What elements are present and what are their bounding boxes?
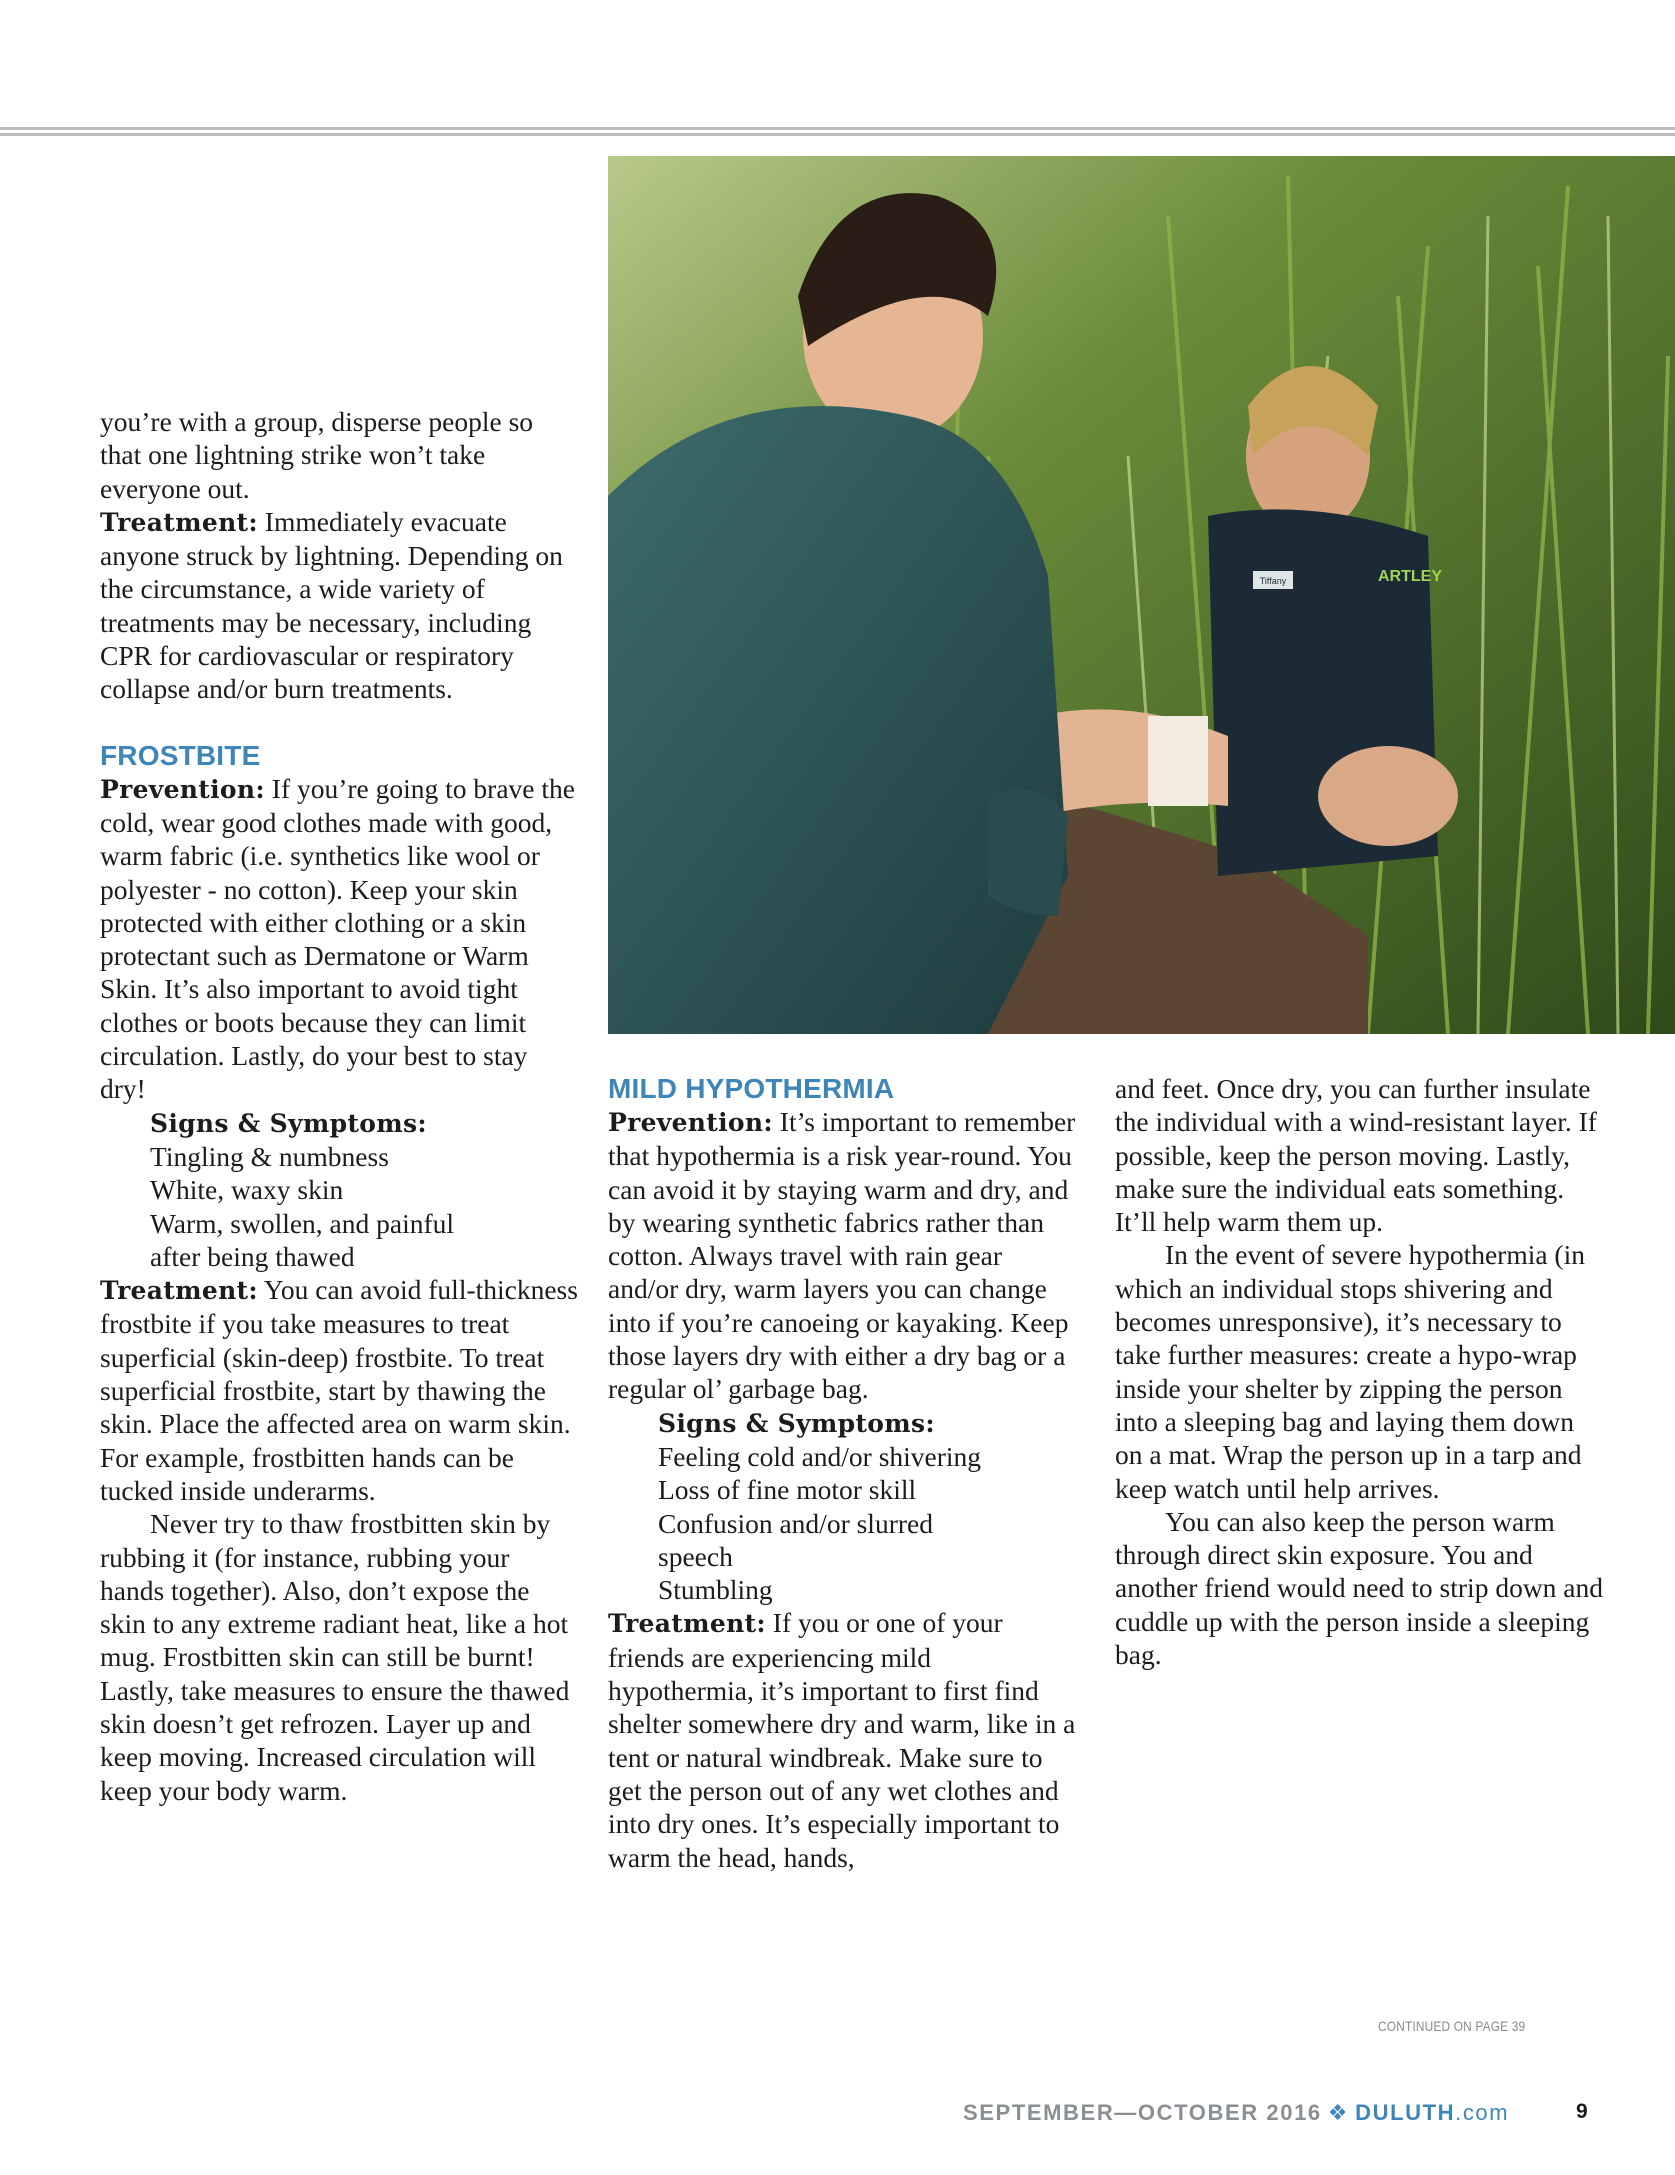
prevention-text: It’s important to remember that hypothermia is a risk year-round. You can avoid it by staying warm and dry, and by wearing synthetic fabrics rather than cotton. Always travel with rain gear and/or dry, warm layers you can change into if you’re canoeing or kayaking. Keep those layers dry with either a dry bag or a regular ol’ garbage bag. <box>608 1106 1076 1405</box>
treatment-text: Immediately evacuate anyone struck by lightning. Depending on the circumstance, a wide variety of treatments may be necessary, including CPR for cardiovascular or respiratory collapse and/or burn treatments. <box>100 505 563 705</box>
column-2 <box>608 1072 1078 1874</box>
brand-domain: .com <box>1455 2100 1510 2125</box>
signs-label: Signs & Symptoms: <box>658 1408 935 1438</box>
column-1 <box>100 405 580 1807</box>
frostbite-heading: FROSTBITE <box>100 739 261 771</box>
frostbite-treatment-paragraph-2: Never try to thaw frostbitten skin by rubbing it (for instance, rubbing your hands together). Also, don’t expose the skin to any extreme radiant heat, like a hot mug. Frostbitten skin can still be burnt! Lastly, take measures to ensure the thawed skin doesn’t get refrozen. Layer up and keep moving. Increased circulation will keep your body warm. <box>100 1508 570 1806</box>
issue-date: SEPTEMBER—OCTOBER 2016 <box>963 2100 1322 2125</box>
name-tag-text: Tiffany <box>1259 576 1287 586</box>
severe-hypothermia-paragraph: In the event of severe hypothermia (in which an individual stops shivering and becomes unresponsive), it’s necessary to take further measures: create a hypo-wrap inside your shelter by zipping the person into a sleeping bag and laying them down on a mat. Wrap the person up in a tarp and keep watch until help arrives. <box>1115 1239 1585 1504</box>
continued-note: CONTINUED ON PAGE 39 <box>1378 2018 1526 2034</box>
first-aid-photo <box>608 156 1675 1034</box>
lightning-treatment-paragraph <box>100 505 580 706</box>
prevention-label: Prevention: <box>608 1108 773 1137</box>
signs-item: Feeling cold and/or shivering <box>658 1440 982 1472</box>
signs-label: Signs & Symptoms: <box>150 1108 427 1138</box>
signs-item: Tingling & numbness <box>150 1140 389 1172</box>
hypothermia-continued-paragraph: and feet. Once dry, you can further insulate the individual with a wind-resistant layer. If possible, keep the person moving. Lastly, make sure the individual eats something. It’ll help warm them up. <box>1115 1073 1597 1238</box>
hypothermia-treatment-paragraph <box>608 1606 1078 1873</box>
skin-exposure-paragraph: You can also keep the person warm through direct skin exposure. You and another friend would need to strip down and cuddle up with the person inside a sleeping bag. <box>1115 1505 1604 1671</box>
treatment-label: Treatment: <box>100 1276 258 1306</box>
signs-item: Loss of fine motor skill <box>658 1474 917 1506</box>
page-number: 9 <box>1576 2100 1588 2123</box>
signs-item: Warm, swollen, and painful after being thawed <box>150 1207 455 1272</box>
header-rule-bottom <box>0 133 1675 136</box>
frostbite-treatment-paragraph <box>100 1273 580 1507</box>
brand-name: DULUTH <box>1355 2100 1456 2125</box>
prevention-text: If you’re going to brave the cold, wear good clothes made with good, warm fabric (i.e. synthetics like wool or polyester - no cotton). Keep your skin protected with either clothing or a skin protectant such as Dermatone or Warm Skin. It’s also important to avoid tight clothes or boots because they can limit circulation. Lastly, do your best to stay dry! <box>100 772 575 1105</box>
lightning-text: you’re with a group, disperse people so that one lightning strike won’t take everyone out. <box>100 406 534 504</box>
mild-hypothermia-heading: MILD HYPOTHERMIA <box>608 1073 895 1104</box>
diamond-icon: ❖ <box>1327 2100 1350 2125</box>
prevention-label: Prevention: <box>100 774 265 804</box>
header-rule-top <box>0 127 1675 130</box>
frostbite-prevention-paragraph <box>100 772 580 1106</box>
signs-heading <box>100 1106 580 1140</box>
shirt-logo-text: ARTLEY <box>1378 568 1442 585</box>
treatment-text: If you or one of your friends are experiencing mild hypothermia, it’s important to first find shelter somewhere dry and warm, like in a tent or natural windbreak. Make sure to get the person out of any wet clothes and into dry ones. It’s especially important to warm the head, hands, <box>608 1607 1076 1873</box>
signs-item: Confusion and/or slurred speech <box>658 1507 933 1572</box>
photo-illustration <box>608 156 1675 1034</box>
signs-item: White, waxy skin <box>150 1174 344 1206</box>
signs-heading <box>608 1406 1078 1440</box>
treatment-text: You can avoid full-thickness frostbite if you take measures to treat superficial (skin-deep) frostbite. To treat superficial frostbite, start by thawing the skin. Place the affected area on warm skin. For example, frostbitten hands can be tucked inside underarms. <box>100 1274 578 1506</box>
treatment-label: Treatment: <box>100 507 258 537</box>
footer-folio <box>963 2100 1509 2126</box>
treatment-label: Treatment: <box>608 1609 766 1639</box>
hypothermia-prevention-paragraph <box>608 1105 1078 1406</box>
column-3 <box>1115 1072 1605 1671</box>
lightning-paragraph <box>100 405 580 505</box>
signs-item: Stumbling <box>658 1574 773 1606</box>
